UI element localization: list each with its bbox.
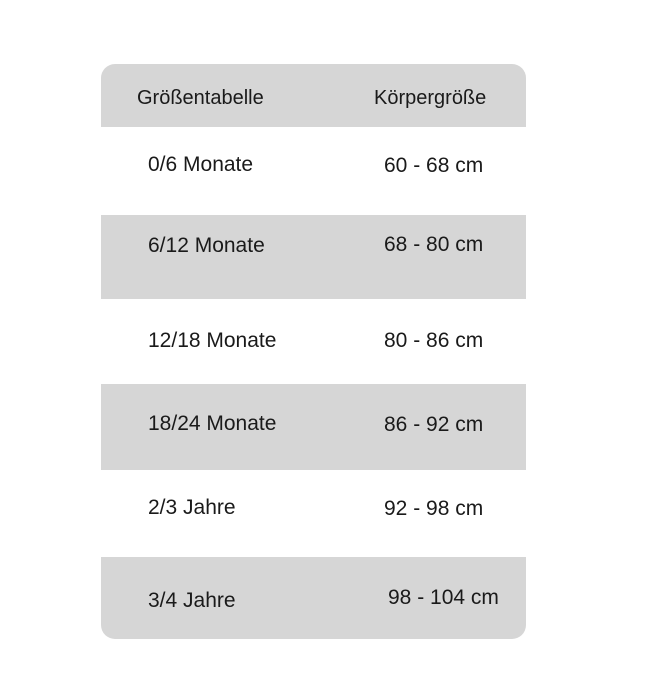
table-row xyxy=(101,557,526,639)
age-cell: 6/12 Monate xyxy=(148,234,265,257)
height-cell: 68 - 80 cm xyxy=(384,233,484,256)
age-cell: 12/18 Monate xyxy=(148,329,277,352)
table-row xyxy=(101,215,526,299)
age-cell: 0/6 Monate xyxy=(148,153,254,176)
height-cell: 60 - 68 cm xyxy=(384,154,484,177)
header-size-chart: Größentabelle xyxy=(137,87,264,109)
size-chart-table xyxy=(101,64,526,639)
table-row xyxy=(101,470,526,557)
table-row xyxy=(101,127,526,215)
table-row xyxy=(101,384,526,470)
age-cell: 2/3 Jahre xyxy=(148,496,236,519)
table-row xyxy=(101,299,526,384)
age-cell: 18/24 Monate xyxy=(148,412,277,435)
header-body-height: Körpergröße xyxy=(374,87,487,109)
height-cell: 80 - 86 cm xyxy=(384,329,484,352)
height-cell: 98 - 104 cm xyxy=(388,586,499,609)
table-header-row xyxy=(101,64,526,127)
height-cell: 92 - 98 cm xyxy=(384,497,484,520)
age-cell: 3/4 Jahre xyxy=(148,589,236,612)
height-cell: 86 - 92 cm xyxy=(384,413,484,436)
